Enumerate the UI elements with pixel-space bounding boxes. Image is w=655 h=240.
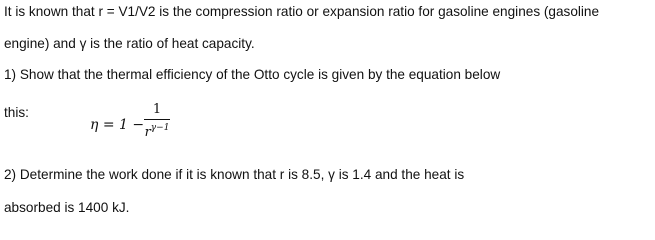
otto-efficiency-equation [90, 103, 190, 143]
intro-text-line-1: It is known that r = V1/V2 is the compression ratio or expansion ratio for gasoline engines (gasoline [4, 4, 600, 19]
equation-numerator: 1 [152, 102, 162, 117]
fraction-bar [144, 119, 170, 120]
denominator-exponent: γ−1 [150, 123, 170, 133]
question-1-text: 1) Show that the thermal efficiency of the Otto cycle is given by the equation below [4, 67, 501, 82]
question-2-text: 2) Determine the work done if it is known that r is 8.5, γ is 1.4 and the heat is [4, 167, 465, 182]
denominator-base: r [144, 125, 151, 140]
intro-text-line-2: engine) and γ is the ratio of heat capacity. [4, 36, 255, 51]
question-2-continuation: absorbed is 1400 kJ. [4, 200, 130, 215]
equation-fraction [144, 103, 170, 140]
question-1-continuation: this: [4, 105, 29, 120]
equation-lhs: η = 1 − [90, 117, 145, 133]
equation-denominator [144, 121, 170, 140]
